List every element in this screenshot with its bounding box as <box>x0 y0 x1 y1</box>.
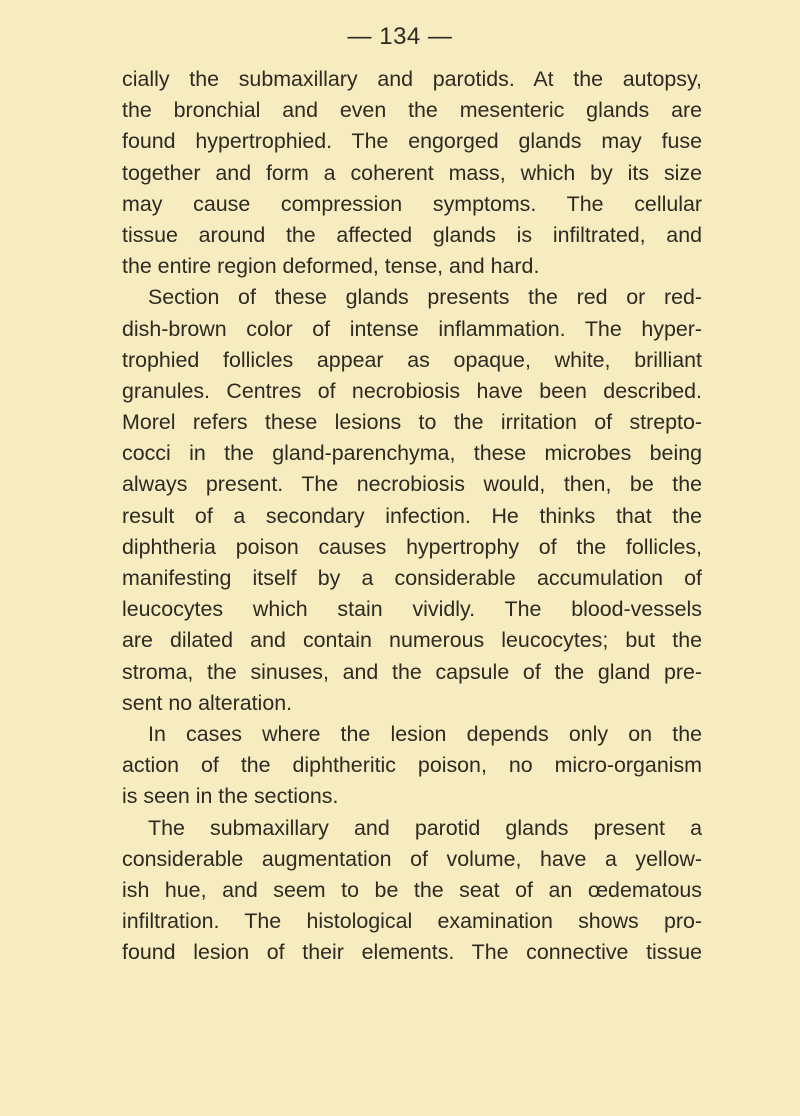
text-line: cocci in the gland-parenchyma, these microbes being <box>122 441 702 466</box>
text-line: found lesion of their elements. The connective tissue <box>122 940 702 965</box>
text-line: always present. The necrobiosis would, then, be the <box>122 472 702 497</box>
text-line: dish-brown color of intense inflammation. The hyper- <box>122 316 702 341</box>
page-number: — 134 — <box>347 23 453 50</box>
text-line: the entire region deformed, tense, and hard. <box>122 254 540 279</box>
text-line: Morel refers these lesions to the irritation of strepto- <box>122 410 702 435</box>
text-line: may cause compression symptoms. The cellular <box>122 191 702 216</box>
text-line: manifesting itself by a considerable accumulation of <box>122 566 702 590</box>
text-line: In cases where the lesion depends only on the <box>148 721 702 746</box>
text-line: sent no alteration. <box>122 690 293 715</box>
text-line: stroma, the sinuses, and the capsule of the gland pre- <box>122 659 702 684</box>
text-line: tissue around the affected glands is infiltrated, and <box>122 222 702 247</box>
text-line: together and form a coherent mass, which by its size <box>122 160 702 185</box>
body-text <box>122 64 702 968</box>
text-line: granules. Centres of necrobiosis have been described. <box>122 378 702 403</box>
text-line: the bronchial and even the mesenteric glands are <box>122 98 702 123</box>
text-line: infiltration. The histological examination shows pro- <box>122 909 702 934</box>
text-line: is seen in the sections. <box>122 784 339 809</box>
text-line: cially the submaxillary and parotids. At the autopsy, <box>122 67 702 91</box>
text-line: action of the diphtheritic poison, no micro-organism <box>122 753 702 778</box>
text-line: Section of these glands presents the red or red- <box>148 285 702 310</box>
text-line: The submaxillary and parotid glands present a <box>148 815 702 840</box>
text-line: found hypertrophied. The engorged glands may fuse <box>122 129 702 154</box>
text-line: ish hue, and seem to be the seat of an œdematous <box>122 877 702 902</box>
text-line: diphtheria poison causes hypertrophy of the follicles, <box>122 534 702 559</box>
text-line: result of a secondary infection. He thinks that the <box>122 503 702 528</box>
text-line: leucocytes which stain vividly. The blood-vessels <box>122 597 702 622</box>
text-line: are dilated and contain numerous leucocytes; but the <box>122 628 702 653</box>
text-line: considerable augmentation of volume, have a yellow- <box>122 846 702 871</box>
text-line: trophied follicles appear as opaque, white, brilliant <box>122 347 702 372</box>
